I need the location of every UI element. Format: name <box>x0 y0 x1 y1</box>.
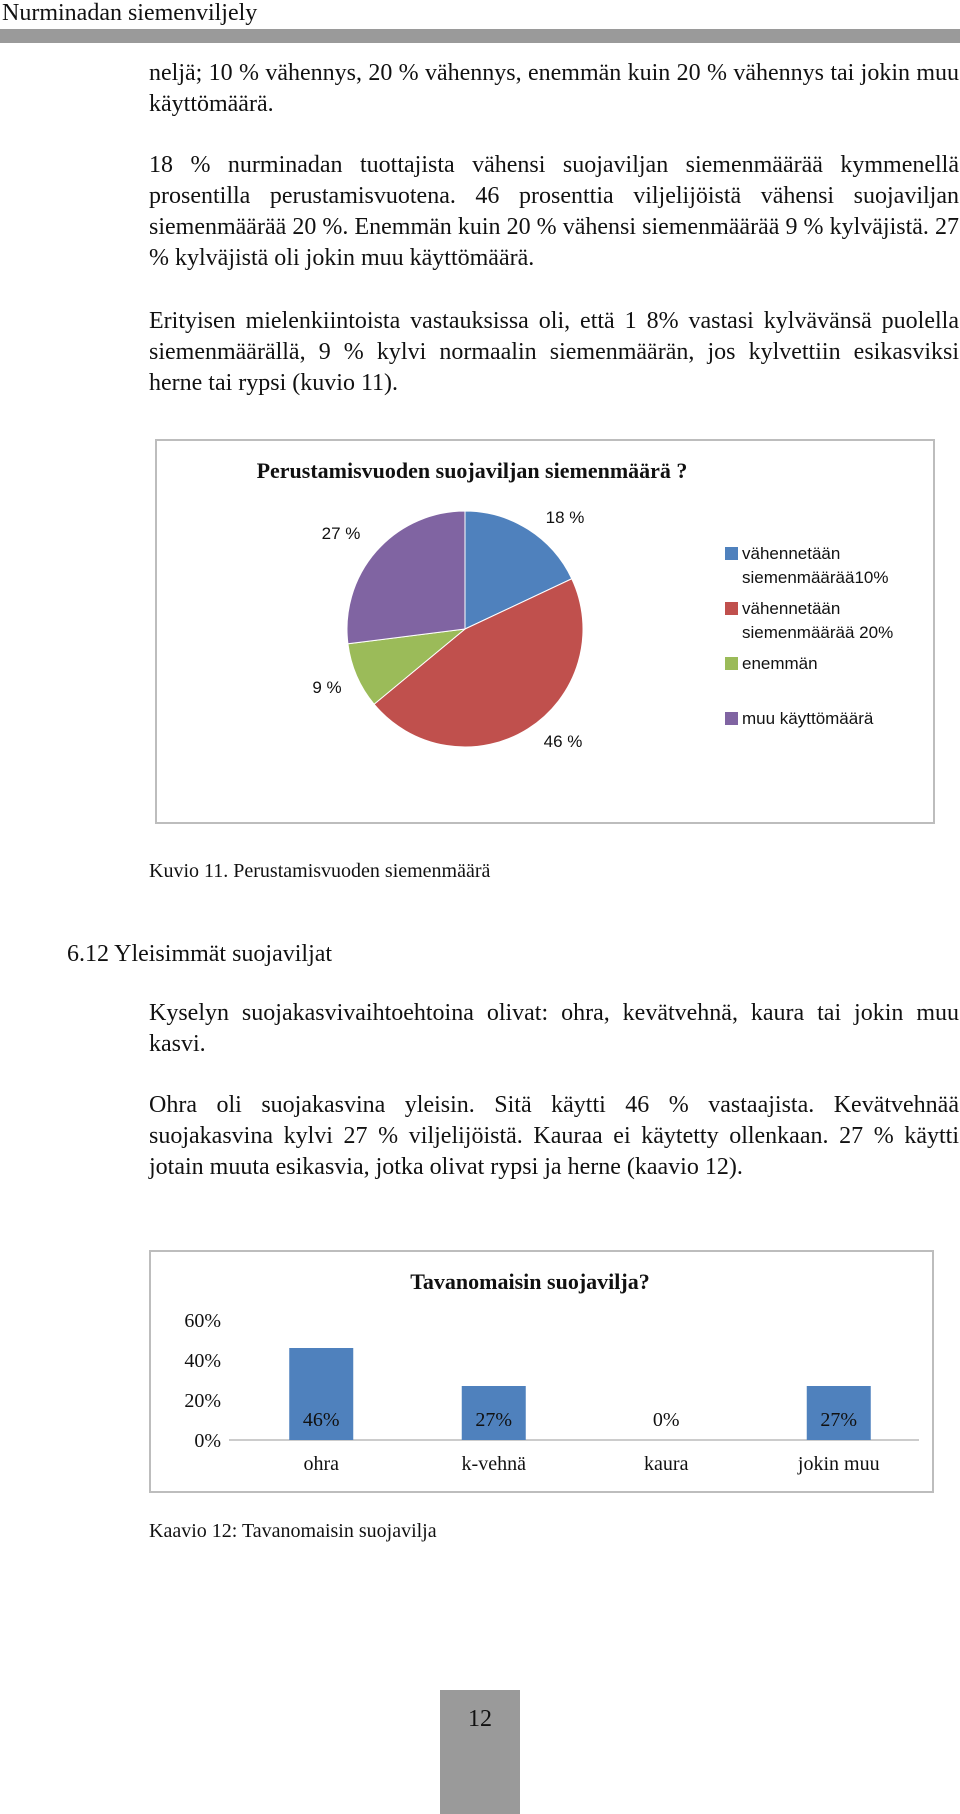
header-bar <box>0 29 960 43</box>
bar-y-tick-label-2: 20% <box>184 1390 221 1412</box>
bar-category-label-4: jokin muu <box>797 1453 880 1475</box>
paragraph-3: Erityisen mielenkiintoista vastauksissa oli, että 1 8% vastasi kylvävänsä puolella siemenmäärällä, 9 % kylvi normaalin siemenmäärän, jos kylvettiin esikasviksi herne tai rypsi (kuvio 11). <box>149 308 959 396</box>
pie-data-label-1: 18 % <box>545 508 585 527</box>
bar-y-tick-label-3: 40% <box>184 1350 221 1372</box>
figure-11-caption: Kuvio 11. Perustamisvuoden siemenmäärä <box>149 860 491 882</box>
running-header-title: Nurminadan siemenviljely <box>2 0 258 26</box>
pie-legend-label-4: muu käyttömäärä <box>742 709 874 728</box>
paragraph-4: Kyselyn suojakasvivaihtoehtoina olivat: ohra, kevätvehnä, kaura tai jokin muu kasvi. <box>149 1000 959 1057</box>
pie-legend-label-1: vähennetään siemenmäärää10% <box>742 544 889 587</box>
paragraph-2: 18 % nurminadan tuottajista vähensi suojaviljan siemenmäärää kymmenellä prosentilla perustamisvuotena. 46 prosenttia viljelijöistä vähensi suojaviljan siemenmäärää 20 %. Enemmän kuin 20 % vähensi siemenmäärää 9 % kylväjistä. 27 % kylväjistä oli jokin muu käyttömäärä. <box>149 152 959 271</box>
bar-category-label-1: ohra <box>303 1453 340 1475</box>
bar-data-label-1: 46% <box>302 1409 340 1431</box>
page-number: 12 <box>468 1706 492 1732</box>
chart-12-caption: Kaavio 12: Tavanomaisin suojavilja <box>149 1520 437 1542</box>
bar-chart-frame <box>149 1250 934 1493</box>
page-number-box <box>440 1690 520 1814</box>
bar-category-label-2: k-vehnä <box>461 1453 526 1475</box>
bar-chart-title: Tavanomaisin suojavilja? <box>410 1269 650 1294</box>
bar-y-tick-label-4: 60% <box>184 1310 221 1332</box>
pie-chart-frame <box>155 439 935 824</box>
pie-legend-swatch-3 <box>725 657 738 670</box>
pie-legend-label-3: enemmän <box>742 654 818 673</box>
bar-data-label-3: 0% <box>652 1409 680 1431</box>
pie-legend-label-2: vähennetään siemenmäärää 20% <box>742 599 894 642</box>
pie-data-label-2: 46 % <box>543 732 583 751</box>
pie-chart-title: Perustamisvuoden suojaviljan siemenmäärä ? <box>256 458 688 483</box>
paragraph-5: Ohra oli suojakasvina yleisin. Sitä käytti 46 % vastaajista. Kevätvehnää suojakasvina kylvi 27 % viljelijöistä. Kauraa ei käytetty ollenkaan. 27 % käytti jotain muuta esikasvia, jotka olivat rypsi ja herne (kaavio 12). <box>149 1092 959 1180</box>
bar-category-label-3: kaura <box>644 1453 689 1475</box>
paragraph-1: neljä; 10 % vähennys, 20 % vähennys, enemmän kuin 20 % vähennys tai jokin muu käyttömäärä. <box>149 60 959 117</box>
pie-legend-swatch-4 <box>725 712 738 725</box>
section-heading: 6.12 Yleisimmät suojaviljat <box>67 941 333 967</box>
pie-data-label-4: 27 % <box>321 524 361 543</box>
pie-chart <box>155 439 935 824</box>
bar-data-label-4: 27% <box>820 1409 858 1431</box>
pie-data-label-3: 9 % <box>312 678 342 697</box>
bar-data-label-2: 27% <box>475 1409 513 1431</box>
bar-y-tick-label-1: 0% <box>194 1430 221 1452</box>
pie-legend-swatch-1 <box>725 547 738 560</box>
pie-legend-swatch-2 <box>725 602 738 615</box>
bar-chart <box>149 1250 934 1493</box>
